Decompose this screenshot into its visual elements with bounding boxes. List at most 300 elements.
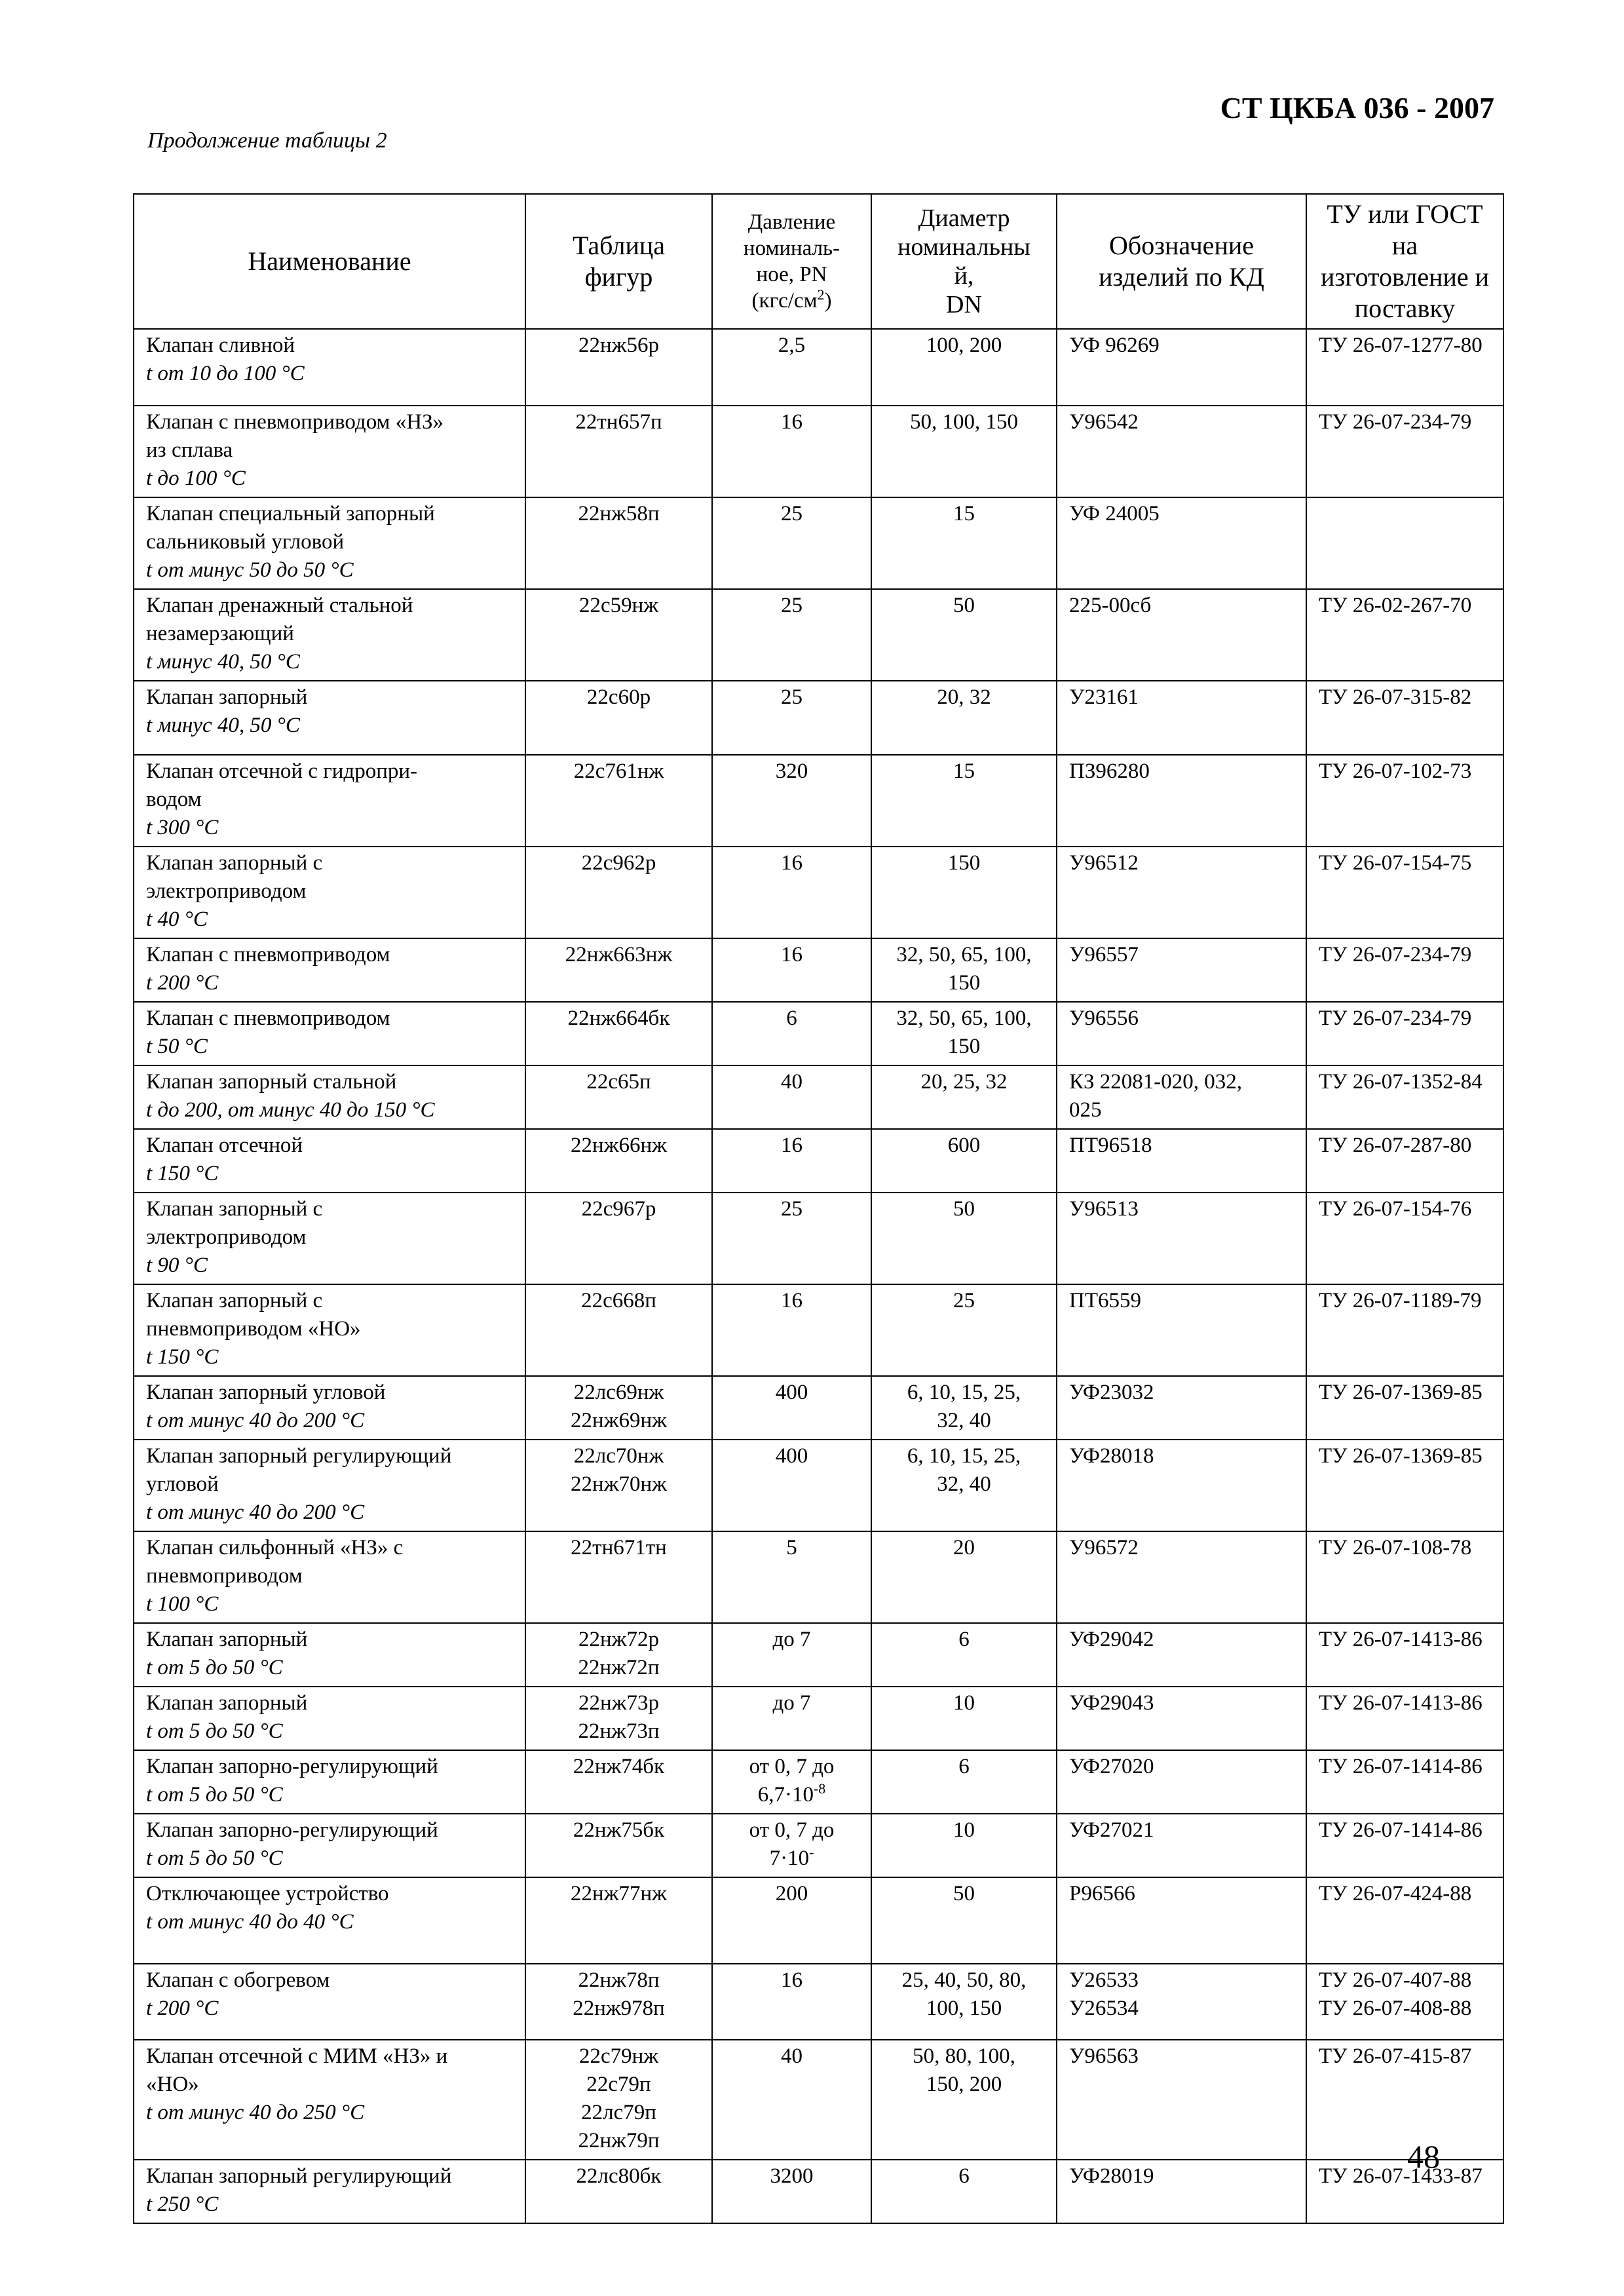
cell-line: 16 — [781, 1968, 803, 1992]
table-row — [134, 1193, 1503, 1284]
table-body — [134, 329, 1503, 2223]
cell-pressure — [712, 1687, 871, 1750]
table-row — [134, 329, 1503, 406]
cell-line: Клапан запорный регулирующий — [146, 2164, 452, 2188]
cell-line: 22с962р — [581, 851, 656, 875]
cell-line: 16 — [781, 1134, 803, 1157]
cell-designation — [1057, 938, 1306, 1002]
cell-pressure — [712, 1129, 871, 1193]
cell-line: 25 — [781, 685, 803, 709]
cell-line: 22с668п — [581, 1289, 656, 1312]
cell-line: 16 — [781, 1289, 803, 1312]
cell-line: электроприводом — [146, 1225, 307, 1249]
cell-line: Клапан с пневмоприводом «НЗ» — [146, 410, 444, 434]
cell-line: 22нж77нж — [571, 1882, 667, 1905]
cell-designation — [1057, 1531, 1306, 1623]
cell-pressure — [712, 589, 871, 681]
cell-name — [134, 2160, 525, 2223]
cell-line: 10 — [953, 1691, 975, 1715]
cell-pressure — [712, 1964, 871, 2040]
cell-line: 22лс70нж — [573, 1444, 664, 1468]
cell-name — [134, 1623, 525, 1687]
cell-standard — [1306, 329, 1503, 406]
cell-designation — [1057, 2040, 1306, 2160]
cell-line: 22с65п — [586, 1070, 651, 1094]
cell-name — [134, 1814, 525, 1877]
cell-line: 16 — [781, 410, 803, 434]
cell-line: до 7 — [772, 1628, 811, 1651]
cell-temperature: t до 200, от минус 40 до 150 °С — [146, 1098, 435, 1122]
cell-line: 25, 40, 50, 80, — [901, 1968, 1027, 1992]
cell-line: $6,7\cdot 10^{-8}$ — [757, 1780, 826, 1807]
cell-line: ТУ 26-07-1277-80 — [1319, 334, 1482, 357]
cell-figure — [525, 1623, 712, 1687]
cell-line: ТУ 26-07-1369-85 — [1319, 1444, 1482, 1468]
cell-name — [134, 1964, 525, 2040]
cell-designation — [1057, 1284, 1306, 1376]
cell-diameter — [871, 1877, 1057, 1964]
cell-line: Клапан сильфонный «НЗ» с — [146, 1536, 404, 1559]
table-row — [134, 2160, 1503, 2223]
cell-standard — [1306, 1687, 1503, 1750]
cell-line: Клапан запорный с — [146, 851, 323, 875]
cell-figure — [525, 755, 712, 847]
cell-designation — [1057, 1193, 1306, 1284]
cell-designation — [1057, 1877, 1306, 1964]
cell-line: 40 — [781, 1070, 803, 1094]
cell-name — [134, 329, 525, 406]
cell-standard — [1306, 1750, 1503, 1814]
cell-designation — [1057, 589, 1306, 681]
cell-diameter — [871, 589, 1057, 681]
cell-pressure — [712, 497, 871, 589]
cell-line: 22нж664бк — [567, 1006, 670, 1030]
table-row — [134, 589, 1503, 681]
cell-line: 6 — [958, 1755, 970, 1778]
table-row — [134, 1376, 1503, 1440]
cell-line: Клапан сливной — [146, 334, 295, 357]
cell-designation — [1057, 1065, 1306, 1129]
header-standard: ТУ или ГОСТ на изготовление и поставку — [1306, 194, 1503, 329]
cell-line: пневмоприводом «НО» — [146, 1317, 361, 1341]
cell-figure — [525, 1814, 712, 1877]
cell-line: ТУ 26-07-102-73 — [1319, 759, 1472, 783]
cell-diameter — [871, 1129, 1057, 1193]
cell-name — [134, 2040, 525, 2160]
cell-diameter — [871, 1002, 1057, 1065]
cell-line: пневмоприводом — [146, 1564, 303, 1588]
table-row — [134, 1877, 1503, 1964]
cell-line: 22нж73р — [578, 1691, 659, 1715]
cell-line: ТУ 26-07-234-79 — [1319, 1006, 1472, 1030]
cell-line: 22с60р — [586, 685, 651, 709]
cell-line: 50, 100, 150 — [910, 410, 1018, 434]
cell-pressure — [712, 938, 871, 1002]
cell-designation — [1057, 681, 1306, 755]
cell-line: 50 — [953, 1882, 975, 1905]
cell-designation — [1057, 329, 1306, 406]
cell-line: 320 — [775, 759, 808, 783]
cell-figure — [525, 2160, 712, 2223]
cell-standard — [1306, 1877, 1503, 1964]
cell-line: ПТ96518 — [1069, 1134, 1152, 1157]
cell-figure — [525, 1129, 712, 1193]
cell-pressure — [712, 1376, 871, 1440]
cell-line: 150 — [947, 971, 981, 995]
cell-name — [134, 497, 525, 589]
cell-designation — [1057, 1964, 1306, 2040]
cell-figure — [525, 406, 712, 497]
cell-temperature: t от минус 40 до 200 °С — [146, 1501, 365, 1524]
header-pressure: Давление номиналь- ное, PN $(кгс/см^2)$ — [712, 194, 871, 329]
cell-line: ТУ 26-07-1189-79 — [1319, 1289, 1482, 1312]
cell-diameter — [871, 1623, 1057, 1687]
cell-diameter — [871, 1814, 1057, 1877]
cell-diameter — [871, 755, 1057, 847]
cell-designation — [1057, 847, 1306, 938]
cell-pressure — [712, 755, 871, 847]
cell-line: Отключающее устройство — [146, 1882, 389, 1905]
cell-line: 50 — [953, 1197, 975, 1221]
cell-line: Клапан запорный — [146, 1691, 308, 1715]
cell-name — [134, 1065, 525, 1129]
cell-name — [134, 589, 525, 681]
cell-line: Клапан запорный угловой — [146, 1381, 386, 1404]
cell-line: ПЗ96280 — [1069, 759, 1150, 783]
cell-diameter — [871, 1964, 1057, 2040]
cell-line: 22нж69нж — [571, 1409, 667, 1432]
cell-line: У96556 — [1069, 1006, 1139, 1030]
cell-temperature: t 90 °С — [146, 1253, 208, 1277]
cell-line: У26533 — [1069, 1968, 1139, 1992]
cell-line: угловой — [146, 1472, 219, 1496]
table-row — [134, 1750, 1503, 1814]
cell-figure — [525, 2040, 712, 2160]
cell-name — [134, 1129, 525, 1193]
cell-diameter — [871, 938, 1057, 1002]
cell-designation — [1057, 755, 1306, 847]
cell-standard — [1306, 1531, 1503, 1623]
cell-figure — [525, 1193, 712, 1284]
cell-line: 22нж663нж — [565, 943, 673, 966]
cell-temperature: t от минус 40 до 40 °С — [146, 1910, 354, 1934]
cell-figure — [525, 1687, 712, 1750]
cell-temperature: t от 5 до 50 °С — [146, 1656, 283, 1679]
table-row — [134, 681, 1503, 755]
cell-line: ТУ 26-07-154-76 — [1319, 1197, 1472, 1221]
cell-designation — [1057, 1002, 1306, 1065]
cell-line: Клапан отсечной с гидропри- — [146, 759, 418, 783]
cell-line: 15 — [953, 759, 975, 783]
cell-line: 16 — [781, 851, 803, 875]
cell-line: Клапан запорно-регулирующий — [146, 1818, 438, 1842]
cell-line: 22нж74бк — [573, 1755, 665, 1778]
cell-name — [134, 1750, 525, 1814]
cell-line: ТУ 26-07-1414-86 — [1319, 1818, 1482, 1842]
cell-figure — [525, 497, 712, 589]
cell-line: 100, 200 — [926, 334, 1002, 357]
cell-name — [134, 755, 525, 847]
table-row — [134, 1440, 1503, 1531]
cell-diameter — [871, 1750, 1057, 1814]
cell-line: ТУ 26-07-424-88 — [1319, 1882, 1472, 1905]
cell-line: КЗ 22081-020, 032, — [1069, 1070, 1243, 1094]
cell-diameter — [871, 1687, 1057, 1750]
cell-figure — [525, 1002, 712, 1065]
cell-designation — [1057, 497, 1306, 589]
cell-line: УФ27020 — [1069, 1755, 1154, 1778]
cell-standard — [1306, 406, 1503, 497]
cell-line: 25 — [781, 502, 803, 526]
cell-line: Клапан запорный стальной — [146, 1070, 397, 1094]
cell-line: Клапан дренажный стальной — [146, 594, 413, 617]
cell-line: ТУ 26-07-1433-87 — [1319, 2164, 1482, 2188]
cell-line: 5 — [786, 1536, 797, 1559]
cell-line: «НО» — [146, 2073, 199, 2096]
cell-line: У96572 — [1069, 1536, 1139, 1559]
table-row — [134, 755, 1503, 847]
table-row — [134, 1284, 1503, 1376]
cell-line: 22нж72п — [578, 1656, 660, 1679]
cell-temperature: t от 5 до 50 °С — [146, 1719, 283, 1743]
table-header — [134, 194, 1503, 329]
cell-figure — [525, 847, 712, 938]
cell-line: 15 — [953, 502, 975, 526]
cell-line: 6 — [958, 2164, 970, 2188]
cell-name — [134, 1440, 525, 1531]
cell-pressure — [712, 2160, 871, 2223]
table-row — [134, 2040, 1503, 2160]
cell-line: от 0, 7 до — [749, 1818, 835, 1842]
cell-pressure — [712, 1877, 871, 1964]
cell-standard — [1306, 589, 1503, 681]
cell-line: 22тн671тн — [571, 1536, 667, 1559]
cell-line: 32, 40 — [937, 1409, 991, 1432]
cell-line: 025 — [1069, 1098, 1102, 1122]
cell-line: УФ29042 — [1069, 1628, 1154, 1651]
cell-designation — [1057, 1129, 1306, 1193]
cell-diameter — [871, 847, 1057, 938]
cell-standard — [1306, 1376, 1503, 1440]
cell-temperature: t минус 40, 50 °С — [146, 714, 300, 737]
cell-standard — [1306, 1284, 1503, 1376]
cell-temperature: t 50 °С — [146, 1035, 208, 1058]
cell-line: У96557 — [1069, 943, 1139, 966]
cell-line: Клапан запорно-регулирующий — [146, 1755, 438, 1778]
cell-line: 22с79п — [586, 2073, 651, 2096]
table-row — [134, 1687, 1503, 1750]
header-diameter: Диаметр номинальны й, DN — [871, 194, 1057, 329]
cell-designation — [1057, 1440, 1306, 1531]
table-row — [134, 1065, 1503, 1129]
cell-line: 22нж79п — [578, 2129, 660, 2152]
cell-pressure — [712, 1440, 871, 1531]
cell-line: 32, 40 — [937, 1472, 991, 1496]
table-row — [134, 1129, 1503, 1193]
header-figure-table: Таблица фигур — [525, 194, 712, 329]
cell-line: У96513 — [1069, 1197, 1139, 1221]
cell-line: 20, 25, 32 — [920, 1070, 1008, 1094]
cell-line: УФ28018 — [1069, 1444, 1154, 1468]
cell-standard — [1306, 1964, 1503, 2040]
cell-line: 22тн657п — [575, 410, 662, 434]
cell-line: 16 — [781, 943, 803, 966]
cell-line: 22нж978п — [573, 1997, 665, 2020]
cell-line: 6 — [958, 1628, 970, 1651]
cell-temperature: t 200 °С — [146, 1997, 219, 2020]
cell-name — [134, 938, 525, 1002]
cell-line: ТУ 26-07-1369-85 — [1319, 1381, 1482, 1404]
cell-name — [134, 847, 525, 938]
cell-line: 20 — [953, 1536, 975, 1559]
cell-line: 6, 10, 15, 25, — [907, 1381, 1021, 1404]
cell-line: Клапан с обогревом — [146, 1968, 330, 1992]
cell-line: ТУ 26-07-1414-86 — [1319, 1755, 1482, 1778]
cell-line: 22нж70нж — [571, 1472, 667, 1496]
table-row — [134, 847, 1503, 938]
cell-diameter — [871, 329, 1057, 406]
cell-temperature: t от минус 40 до 200 °С — [146, 1409, 365, 1432]
cell-figure — [525, 1284, 712, 1376]
cell-name — [134, 681, 525, 755]
cell-line: У23161 — [1069, 685, 1139, 709]
cell-figure — [525, 1531, 712, 1623]
cell-standard — [1306, 1814, 1503, 1877]
cell-line: 22нж66нж — [571, 1134, 667, 1157]
header-designation: Обозначение изделий по КД — [1057, 194, 1306, 329]
table-row — [134, 1814, 1503, 1877]
cell-line: ТУ 26-07-234-79 — [1319, 943, 1472, 966]
cell-pressure — [712, 1623, 871, 1687]
cell-designation — [1057, 1750, 1306, 1814]
cell-pressure — [712, 329, 871, 406]
cell-line: ТУ 26-07-1352-84 — [1319, 1070, 1482, 1094]
cell-line: Клапан запорный — [146, 685, 308, 709]
cell-line: водом — [146, 788, 202, 811]
cell-line: 22с967р — [581, 1197, 656, 1221]
cell-designation — [1057, 1623, 1306, 1687]
cell-pressure — [712, 1531, 871, 1623]
cell-line: 150 — [947, 851, 981, 875]
cell-temperature: t 150 °С — [146, 1162, 219, 1185]
cell-line: 600 — [947, 1134, 981, 1157]
cell-temperature: t от минус 50 до 50 °С — [146, 558, 354, 582]
cell-diameter — [871, 2160, 1057, 2223]
cell-line: 100, 150 — [926, 1997, 1002, 2020]
cell-name — [134, 1376, 525, 1440]
cell-line: 22с761нж — [573, 759, 664, 783]
cell-temperature: t от 5 до 50 °С — [146, 1846, 283, 1870]
cell-line: 7·10- — [769, 1844, 814, 1870]
cell-line: 50, 80, 100, — [913, 2044, 1015, 2068]
cell-line: УФ 96269 — [1069, 334, 1160, 357]
table-row — [134, 497, 1503, 589]
cell-pressure — [712, 406, 871, 497]
cell-diameter — [871, 1440, 1057, 1531]
cell-diameter — [871, 1193, 1057, 1284]
cell-pressure — [712, 1193, 871, 1284]
header-name: Наименование — [134, 194, 525, 329]
cell-standard — [1306, 681, 1503, 755]
cell-line: ТУ 26-07-108-78 — [1319, 1536, 1472, 1559]
cell-pressure — [712, 2040, 871, 2160]
cell-diameter — [871, 406, 1057, 497]
cell-line: Клапан специальный запорный — [146, 502, 435, 526]
cell-figure — [525, 1376, 712, 1440]
cell-line: Клапан отсечной с МИМ «НЗ» и — [146, 2044, 448, 2068]
cell-temperature: t от 5 до 50 °С — [146, 1783, 283, 1807]
cell-line: 22нж75бк — [573, 1818, 665, 1842]
cell-line: 40 — [781, 2044, 803, 2068]
cell-pressure — [712, 847, 871, 938]
cell-standard — [1306, 1440, 1503, 1531]
table-row — [134, 1531, 1503, 1623]
cell-line: 200 — [775, 1882, 808, 1905]
cell-figure — [525, 681, 712, 755]
cell-standard — [1306, 497, 1503, 589]
cell-diameter — [871, 1065, 1057, 1129]
cell-name — [134, 1193, 525, 1284]
table-row — [134, 938, 1503, 1002]
cell-line: от 0, 7 до — [749, 1755, 835, 1778]
cell-temperature: t 40 °С — [146, 908, 208, 931]
cell-line: 150, 200 — [926, 2073, 1002, 2096]
cell-pressure — [712, 1750, 871, 1814]
cell-line: ТУ 26-07-408-88 — [1319, 1997, 1472, 2020]
cell-line: электроприводом — [146, 879, 307, 903]
cell-line: ТУ 26-07-234-79 — [1319, 410, 1472, 434]
cell-line: 6 — [786, 1006, 797, 1030]
cell-line: Клапан запорный — [146, 1628, 308, 1651]
cell-name — [134, 1002, 525, 1065]
cell-line: 22лс80бк — [576, 2164, 662, 2188]
cell-diameter — [871, 1376, 1057, 1440]
cell-standard — [1306, 847, 1503, 938]
cell-standard — [1306, 1002, 1503, 1065]
cell-line: 25 — [781, 1197, 803, 1221]
table-continuation-caption: Продолжение таблицы 2 — [147, 128, 387, 153]
cell-line: Клапан отсечной — [146, 1134, 303, 1157]
cell-line: 225-00сб — [1069, 594, 1152, 617]
cell-temperature: t 300 °С — [146, 816, 219, 839]
cell-line: 50 — [953, 594, 975, 617]
cell-standard — [1306, 1065, 1503, 1129]
cell-line: 22нж56р — [578, 334, 659, 357]
cell-figure — [525, 329, 712, 406]
cell-line: ТУ 26-07-407-88 — [1319, 1968, 1472, 1992]
cell-line: ТУ 26-07-287-80 — [1319, 1134, 1472, 1157]
cell-line: 150 — [947, 1035, 981, 1058]
table-row — [134, 1002, 1503, 1065]
cell-line: Клапан запорный с — [146, 1197, 323, 1221]
cell-line: 22лс69нж — [573, 1381, 664, 1404]
cell-designation — [1057, 2160, 1306, 2223]
cell-line: из сплава — [146, 438, 233, 462]
cell-line: УФ27021 — [1069, 1818, 1154, 1842]
cell-line: 25 — [953, 1289, 975, 1312]
cell-standard — [1306, 1623, 1503, 1687]
cell-line: 22нж78п — [578, 1968, 660, 1992]
cell-line: 6, 10, 15, 25, — [907, 1444, 1021, 1468]
cell-name — [134, 406, 525, 497]
cell-line: 2,5 — [778, 334, 806, 357]
cell-name — [134, 1284, 525, 1376]
cell-line: до 7 — [772, 1691, 811, 1715]
cell-standard — [1306, 1129, 1503, 1193]
cell-line: Клапан запорный с — [146, 1289, 323, 1312]
cell-line: ТУ 26-02-267-70 — [1319, 594, 1472, 617]
cell-figure — [525, 1440, 712, 1531]
